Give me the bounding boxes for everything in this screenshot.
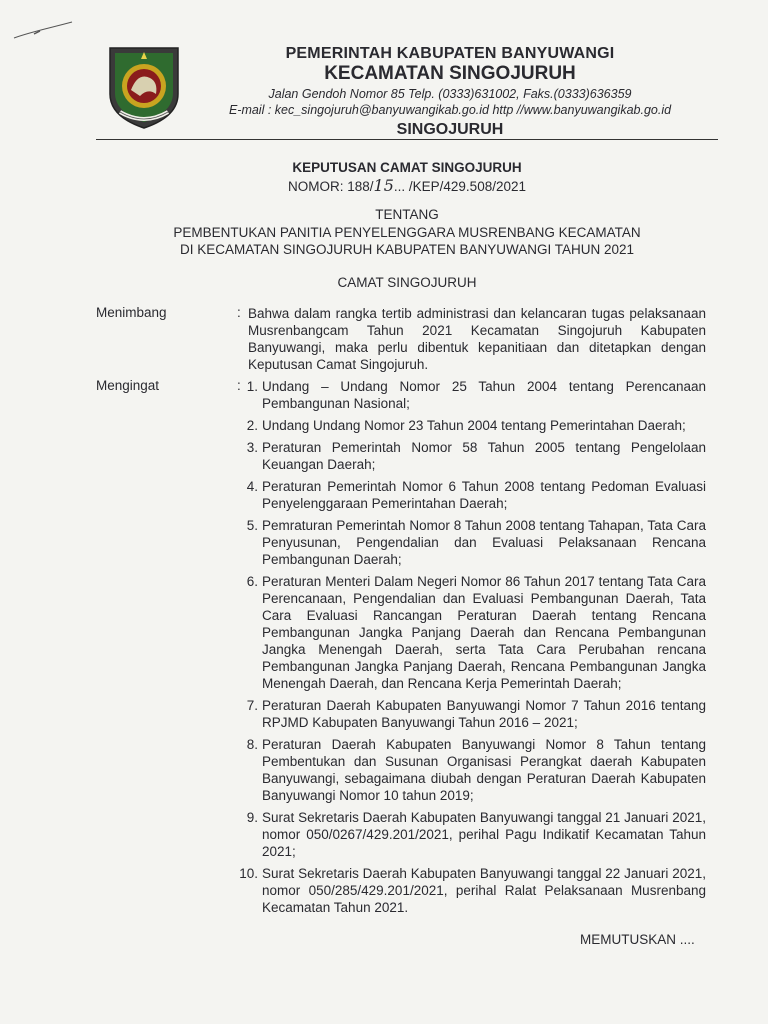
- letterhead-divider: [96, 139, 718, 140]
- mengingat-item: [236, 417, 706, 434]
- mengingat-item: [236, 809, 706, 860]
- letterhead: [190, 44, 710, 140]
- mengingat-item-number: 9.: [246, 810, 258, 825]
- mengingat-colon: :: [237, 378, 241, 393]
- mengingat-item-number: 3.: [246, 440, 258, 455]
- decree-number-handwritten: 15: [373, 176, 394, 195]
- mengingat-item: [236, 573, 706, 692]
- mengingat-label: Mengingat: [96, 378, 160, 393]
- mengingat-item-number: 7.: [246, 698, 258, 713]
- letterhead-district: KECAMATAN SINGOJURUH: [324, 63, 576, 84]
- menimbang-label: Menimbang: [96, 305, 167, 320]
- mengingat-item-text: Pemraturan Pemerintah Nomor 8 Tahun 2008 tentang Tahapan, Tata Cara Penyusunan, Pengendalian dan Evaluasi Pelaksanaan Rencana Pembangunan Daerah;: [262, 518, 706, 567]
- mengingat-item: [236, 439, 706, 473]
- mengingat-item: [236, 865, 706, 916]
- letterhead-government: PEMERINTAH KABUPATEN BANYUWANGI: [285, 45, 615, 62]
- mengingat-item-number: 4.: [246, 479, 258, 494]
- mengingat-item-number: 8.: [246, 737, 258, 752]
- mengingat-item-number: 6.: [246, 574, 258, 589]
- mengingat-item-number: 2.: [246, 418, 258, 433]
- decree-title: KEPUTUSAN CAMAT SINGOJURUH: [292, 160, 522, 175]
- mengingat-item-number: 5.: [246, 518, 258, 533]
- mengingat-item: [236, 736, 706, 804]
- mengingat-item-text: Surat Sekretaris Daerah Kabupaten Banyuwangi tanggal 22 Januari 2021, nomor 050/285/429.201/2021, perihal Ralat Pelaksanaan Musrenbang Kecamatan Tahun 2021.: [262, 866, 706, 915]
- decree-number-suffix: ... /KEP/429.508/2021: [393, 179, 526, 194]
- mengingat-item: [236, 378, 706, 412]
- decree-number-prefix: NOMOR: 188/: [288, 179, 374, 194]
- mengingat-item-number: 1.: [246, 379, 258, 394]
- decree-tentang: TENTANG: [375, 207, 439, 222]
- decree-subject-line-2: DI KECAMATAN SINGOJURUH KABUPATEN BANYUWANGI TAHUN 2021: [179, 242, 635, 257]
- banyuwangi-crest-logo: [104, 42, 184, 130]
- mengingat-item: [236, 478, 706, 512]
- mengingat-item-text: Peraturan Menteri Dalam Negeri Nomor 86 Tahun 2017 tentang Tata Cara Perencanaan, Pengendalian dan Evaluasi Pembangunan Daerah, Tata Cara Evaluasi Rancangan Peraturan Daerah tentang Rencana Pembangunan Jangka Panjang Daerah dan Rencana Pembangunan Jangka Menengah Daerah, serta Tata Cara Perubahan rencana Pembangunan Jangka Panjang Daerah, Rencana Pembangunan Jangka Menengah Daerah, dan Rencana Kerja Pemerintah Daerah;: [262, 574, 706, 691]
- menimbang-colon: :: [237, 305, 241, 320]
- mengingat-item-text: Undang Undang Nomor 23 Tahun 2004 tentang Pemerintahan Daerah;: [262, 418, 686, 433]
- mengingat-item-number: 10.: [239, 866, 258, 881]
- letterhead-address: Jalan Gendoh Nomor 85 Telp. (0333)631002, Faks.(0333)636359: [268, 87, 632, 101]
- decree-subject-line-1: PEMBENTUKAN PANITIA PENYELENGGARA MUSRENBANG KECAMATAN: [173, 225, 641, 240]
- mengingat-item-text: Peraturan Pemerintah Nomor 6 Tahun 2008 tentang Pedoman Evaluasi Penyelenggaraan Pemerintahan Daerah;: [262, 479, 706, 511]
- letterhead-contact: E-mail : kec_singojuruh@banyuwangikab.go.id http //www.banyuwangikab.go.id: [228, 103, 672, 117]
- mengingat-item-text: Peraturan Pemerintah Nomor 58 Tahun 2005 tentang Pengelolaan Keuangan Daerah;: [262, 440, 706, 472]
- memutuskan-continuation: MEMUTUSKAN ....: [580, 932, 695, 947]
- mengingat-item: [236, 697, 706, 731]
- decree-subject: [96, 224, 718, 258]
- decree-authority: CAMAT SINGOJURUH: [337, 275, 477, 290]
- letterhead-place: SINGOJURUH: [396, 121, 504, 138]
- mengingat-item: [236, 517, 706, 568]
- decree-number: [96, 176, 718, 195]
- mengingat-item-text: Peraturan Daerah Kabupaten Banyuwangi Nomor 8 Tahun tentang Pembentukan dan Susunan Organisasi Perangkat daerah Kabupaten Banyuwangi, sebagaimana diubah dengan Peraturan Daerah Kabupaten Banyuwangi Nomor 10 tahun 2019;: [262, 737, 706, 803]
- mengingat-item-text: Undang – Undang Nomor 25 Tahun 2004 tentang Perencanaan Pembangunan Nasional;: [262, 379, 706, 411]
- menimbang-text: Bahwa dalam rangka tertib administrasi dan kelancaran tugas pelaksanaan Musrenbangcam Tahun 2021 Kecamatan Singojuruh Kabupaten Banyuwangi, maka perlu dibentuk kepanitiaan dan ditetapkan dengan Keputusan Camat Singojuruh.: [248, 306, 706, 372]
- mengingat-item-text: Peraturan Daerah Kabupaten Banyuwangi Nomor 7 Tahun 2016 tentang RPJMD Kabupaten Banyuwangi Tahun 2016 – 2021;: [262, 698, 706, 730]
- pen-mark: [10, 18, 80, 48]
- mengingat-item-text: Surat Sekretaris Daerah Kabupaten Banyuwangi tanggal 21 Januari 2021, nomor 050/0267/429.201/2021, perihal Pagu Indikatif Kecamatan Tahun 2021;: [262, 810, 706, 859]
- mengingat-list: [236, 378, 706, 921]
